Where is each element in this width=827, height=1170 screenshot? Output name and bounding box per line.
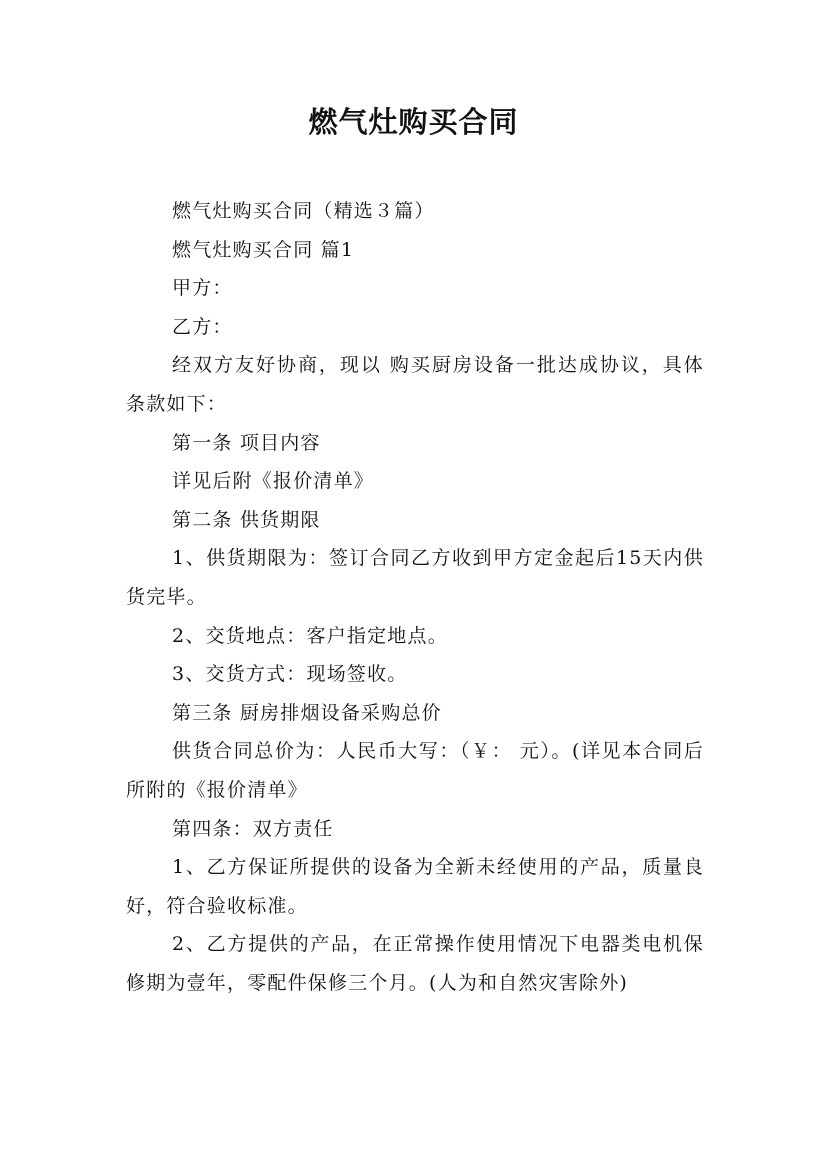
paragraph-article-1: 第一条 项目内容 [172, 431, 321, 454]
paragraph: 3、交货方式：现场签收。 [172, 663, 408, 686]
paragraph-preamble: 经双方友好协商，现以 购买厨房设备一批达成协议，具体条款如下： [126, 354, 704, 415]
paragraph-party-b: 乙方： [172, 315, 233, 338]
paragraph: 1、供货期限为：签订合同乙方收到甲方定金起后15天内供货完毕。 [126, 547, 704, 608]
paragraph-article-4: 第四条：双方责任 [172, 817, 334, 840]
paragraph: 2、乙方提供的产品，在正常操作使用情况下电器类电机保修期为壹年，零配件保修三个月。(人为和自然灾害除外) [126, 933, 704, 994]
document-title: 燃气灶购买合同 [308, 105, 519, 139]
paragraph-party-a: 甲方： [172, 277, 233, 300]
paragraph: 1、乙方保证所提供的设备为全新未经使用的产品，质量良好，符合验收标准。 [126, 856, 704, 917]
paragraph: 供货合同总价为：人民币大写：（￥： 元）。(详见本合同后所附的《报价清单》 [126, 740, 704, 801]
paragraph-section-heading: 燃气灶购买合同 篇1 [172, 238, 355, 261]
paragraph-subtitle: 燃气灶购买合同（精选３篇） [172, 200, 435, 222]
paragraph-article-2: 第二条 供货期限 [172, 508, 321, 531]
paragraph-article-3: 第三条 厨房排烟设备采购总价 [172, 701, 442, 724]
document-body [126, 192, 704, 1002]
paragraph: 2、交货地点：客户指定地点。 [172, 624, 448, 647]
paragraph: 详见后附《报价清单》 [172, 470, 375, 493]
